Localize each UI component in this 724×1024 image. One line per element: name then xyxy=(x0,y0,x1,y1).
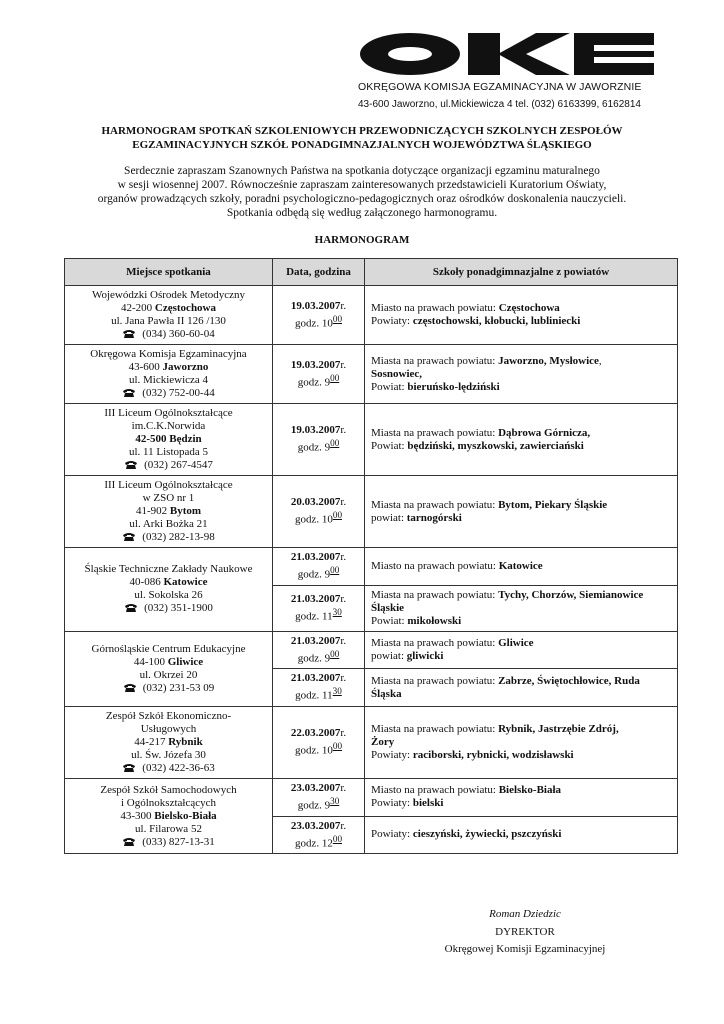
schools-list: Częstochowa xyxy=(498,302,560,314)
time-hour: godz. 10 xyxy=(294,317,333,330)
schools-label: Miasta na prawach powiatu: xyxy=(371,354,499,367)
street-address: ul. 11 Listopada 5 xyxy=(128,446,209,458)
schools-label: Miasto na prawach powiatu: xyxy=(371,302,499,314)
date-cell xyxy=(273,778,365,816)
meeting-time xyxy=(275,833,362,851)
schools-label: Powiaty: xyxy=(371,828,413,841)
schools-list: Bielsko-Biała xyxy=(498,784,562,797)
venue-name: im.C.K.Norwida xyxy=(131,420,206,432)
schools-list: Rybnik, Jastrzębie Zdrój, xyxy=(498,722,619,735)
time-minutes: 30 xyxy=(332,606,342,617)
schools-label: Miasta na prawach powiatu: xyxy=(371,498,499,511)
city-name: Częstochowa xyxy=(154,302,217,314)
date-cell xyxy=(273,585,365,631)
postal-code: 43-600 xyxy=(128,361,163,373)
signature-block xyxy=(420,908,630,955)
time-minutes: 00 xyxy=(332,510,343,521)
date-suffix: r. xyxy=(340,672,347,685)
schools-cell xyxy=(365,548,678,586)
schools-cell xyxy=(365,404,678,476)
phone-icon xyxy=(124,603,138,612)
schools-label: Powiaty: xyxy=(371,748,413,761)
schools-label: Powiat: xyxy=(371,380,408,393)
venue-name: Okręgowa Komisja Egzaminacyjna xyxy=(90,348,247,360)
intro-paragraph xyxy=(50,164,674,220)
title-line: EGZAMINACYJNYCH SZKÓŁ PONADGIMNAZJALNYCH WOJEWÓDZTWA ŚLĄSKIEGO xyxy=(132,139,592,151)
meeting-time xyxy=(275,795,362,813)
phone-number: (032) 422-36-63 xyxy=(142,761,215,774)
schedule-table xyxy=(64,258,678,854)
venue-cell xyxy=(65,476,273,548)
schools-list: raciborski, rybnicki, wodzisławski xyxy=(412,748,574,761)
phone-icon xyxy=(124,460,138,469)
time-minutes: 00 xyxy=(332,741,343,752)
meeting-date: 23.03.2007 xyxy=(290,781,341,794)
time-hour: godz. 9 xyxy=(297,799,331,812)
city-name: Gliwice xyxy=(167,655,204,668)
signatory-organization: Okręgowej Komisji Egzaminacyjnej xyxy=(444,943,606,955)
venue-name: III Liceum Ogólnokształcące xyxy=(104,479,233,491)
schools-punct: , xyxy=(598,354,602,367)
time-minutes: 00 xyxy=(330,438,340,449)
date-cell xyxy=(273,404,365,476)
venue-cell xyxy=(65,404,273,476)
schools-label: Miasta na prawach powiatu: xyxy=(371,636,499,649)
section-heading: HARMONOGRAM xyxy=(314,234,410,246)
street-address: ul. Sokolska 26 xyxy=(134,589,203,602)
phone-line xyxy=(67,682,270,695)
time-minutes: 00 xyxy=(330,372,340,383)
date-suffix: r. xyxy=(340,299,347,312)
venue-city-line xyxy=(67,302,270,315)
table-row xyxy=(65,631,678,669)
date-cell xyxy=(273,631,365,669)
schools-label: Miasta na prawach powiatu: xyxy=(371,674,499,687)
venue-cell xyxy=(65,631,273,706)
street-address: ul. Arki Bożka 21 xyxy=(129,518,208,530)
table-row xyxy=(65,286,678,345)
meeting-date: 20.03.2007 xyxy=(290,496,341,509)
date-cell xyxy=(273,816,365,854)
phone-number: (032) 282-13-98 xyxy=(142,531,215,543)
venue-name: Wojewódzki Ośrodek Metodyczny xyxy=(91,289,246,301)
phone-icon xyxy=(122,329,136,338)
meeting-time xyxy=(275,564,362,582)
table-row xyxy=(65,778,678,816)
phone-number: (032) 752-00-44 xyxy=(142,387,215,399)
time-hour: godz. 10 xyxy=(294,513,333,526)
date-suffix: r. xyxy=(340,592,347,605)
schools-list: bieruńsko-lędziński xyxy=(407,380,500,393)
phone-line xyxy=(67,459,270,472)
time-hour: godz. 9 xyxy=(297,376,331,389)
postal-code: 40-086 xyxy=(129,576,164,589)
table-row xyxy=(65,706,678,778)
oke-logo xyxy=(358,30,654,110)
date-suffix: r. xyxy=(340,424,347,437)
meeting-time xyxy=(275,606,362,624)
phone-number: (033) 827-13-31 xyxy=(142,835,215,848)
schools-list: tarnogórski xyxy=(406,511,462,524)
venue-cell xyxy=(65,778,273,853)
schools-cell xyxy=(365,631,678,669)
venue-cell xyxy=(65,706,273,778)
schools-list: Jaworzno, Mysłowice xyxy=(498,354,599,367)
schools-list: częstochowski, kłobucki, lubliniecki xyxy=(412,315,581,327)
schools-cell xyxy=(365,345,678,404)
city-name: Rybnik xyxy=(168,735,203,748)
table-row xyxy=(65,404,678,476)
meeting-time xyxy=(275,372,362,390)
schools-label: Miasta na prawach powiatu: xyxy=(371,426,499,439)
venue-name: Zespół Szkół Ekonomiczno- xyxy=(105,709,232,722)
time-hour: godz. 11 xyxy=(295,689,333,702)
street-address: ul. Św. Józefa 30 xyxy=(131,748,206,761)
schools-list: Gliwice xyxy=(498,636,534,649)
venue-name: Zespół Szkół Samochodowych xyxy=(100,783,237,796)
schools-label: Miasta na prawach powiatu: xyxy=(371,588,499,601)
table-row xyxy=(65,548,678,586)
city-name: 42-500 Będzin xyxy=(135,433,202,445)
phone-line xyxy=(67,762,270,775)
schools-cell xyxy=(365,286,678,345)
time-minutes: 00 xyxy=(332,833,343,844)
date-suffix: r. xyxy=(340,496,347,509)
street-address: ul. Jana Pawła II 126 /130 xyxy=(111,315,226,327)
schools-list: Śląska xyxy=(371,687,402,700)
venue-city-line xyxy=(67,576,270,589)
date-cell xyxy=(273,476,365,548)
postal-code: 44-217 xyxy=(134,735,169,748)
meeting-date: 19.03.2007 xyxy=(290,358,341,371)
meeting-date: 19.03.2007 xyxy=(290,424,341,437)
street-address: ul. Mickiewicza 4 xyxy=(128,374,209,386)
signatory-name: Roman Dziedzic xyxy=(489,908,561,920)
phone-icon xyxy=(122,532,136,541)
time-hour: godz. 10 xyxy=(294,744,333,757)
venue-city-line xyxy=(67,361,270,374)
phone-number: (032) 231-53 09 xyxy=(142,681,215,694)
street-address: ul. Okrzei 20 xyxy=(139,668,198,681)
org-address: 43-600 Jaworzno, ul.Mickiewicza 4 tel. (032) 6163399, 6162814 xyxy=(358,99,641,110)
phone-icon xyxy=(123,683,137,692)
phone-line xyxy=(67,602,270,615)
phone-icon xyxy=(122,388,136,397)
phone-icon xyxy=(122,837,136,846)
schools-label: Powiat: xyxy=(371,439,408,452)
meeting-date: 21.03.2007 xyxy=(290,551,341,563)
date-cell xyxy=(273,706,365,778)
date-cell xyxy=(273,345,365,404)
city-name: Jaworzno xyxy=(162,361,209,373)
postal-code: 43-300 xyxy=(120,809,155,822)
date-suffix: r. xyxy=(340,551,347,563)
schools-label: Powiat: xyxy=(371,614,408,627)
meeting-date: 23.03.2007 xyxy=(290,819,341,832)
phone-line xyxy=(67,531,270,544)
schools-cell xyxy=(365,669,678,707)
meeting-date: 19.03.2007 xyxy=(290,299,341,312)
venue-name: Górnośląskie Centrum Edukacyjne xyxy=(91,642,246,655)
intro-line: Spotkania odbędą się według załączonego harmonogramu. xyxy=(226,207,498,219)
document-title xyxy=(40,124,684,152)
phone-number: (034) 360-60-04 xyxy=(142,328,215,340)
city-name: Katowice xyxy=(163,576,208,589)
venue-cell xyxy=(65,548,273,632)
column-header-place: Miejsce spotkania xyxy=(65,259,273,286)
schools-list: bielski xyxy=(412,797,444,810)
table-row xyxy=(65,345,678,404)
date-suffix: r. xyxy=(340,781,347,794)
venue-name: i Ogólnokształcących xyxy=(121,796,216,809)
intro-line: Serdecznie zapraszam Szanownych Państwa na spotkania dotyczące organizacji egzaminu maturalnego xyxy=(124,165,600,177)
date-suffix: r. xyxy=(340,727,347,740)
time-hour: godz. 11 xyxy=(295,610,333,623)
city-name: Bielsko-Biała xyxy=(154,809,217,822)
time-hour: godz. 9 xyxy=(297,441,331,454)
venue-city-line xyxy=(67,656,270,669)
venue-city-line xyxy=(67,505,270,518)
schools-cell xyxy=(365,476,678,548)
schools-list: Śląskie xyxy=(371,601,405,614)
org-name: OKRĘGOWA KOMISJA EGZAMINACYJNA W JAWORZNIE xyxy=(358,81,642,93)
date-suffix: r. xyxy=(340,634,347,647)
phone-line xyxy=(67,328,270,341)
time-minutes: 30 xyxy=(332,686,342,697)
title-line: HARMONOGRAM SPOTKAŃ SZKOLENIOWYCH PRZEWODNICZĄCYCH SZKOLNYCH ZESPOŁÓW xyxy=(101,125,623,137)
phone-icon xyxy=(122,763,136,772)
meeting-time xyxy=(275,685,362,703)
schools-label: powiat: xyxy=(371,511,407,524)
schools-cell xyxy=(365,778,678,816)
street-address: ul. Filarowa 52 xyxy=(135,822,202,835)
meeting-time xyxy=(275,648,362,666)
venue-name: Usługowych xyxy=(140,722,197,735)
time-minutes: 00 xyxy=(330,565,340,575)
schools-label: Miasto na prawach powiatu: xyxy=(371,559,499,572)
schools-list: Zabrze, Świętochłowice, Ruda xyxy=(498,674,640,687)
date-suffix: r. xyxy=(340,819,347,832)
schools-list: Sosnowiec, xyxy=(371,367,423,380)
date-cell xyxy=(273,669,365,707)
column-header-date: Data, godzina xyxy=(273,259,365,286)
venue-name: Śląskie Techniczne Zakłady Naukowe xyxy=(84,563,253,576)
phone-line xyxy=(67,836,270,849)
meeting-time xyxy=(275,740,362,758)
table-row xyxy=(65,476,678,548)
schools-cell xyxy=(365,706,678,778)
meeting-time xyxy=(275,437,362,455)
date-suffix: r. xyxy=(340,358,347,371)
time-hour: godz. 9 xyxy=(297,652,331,665)
schools-cell xyxy=(365,816,678,854)
city-name: Bytom xyxy=(169,505,202,517)
schools-list: mikołowski xyxy=(407,614,462,627)
schools-label: powiat: xyxy=(371,649,407,662)
meeting-date: 21.03.2007 xyxy=(290,672,341,685)
time-minutes: 00 xyxy=(332,313,343,324)
signatory-role: DYREKTOR xyxy=(495,926,555,938)
venue-name: III Liceum Ogólnokształcące xyxy=(104,407,233,419)
schools-list: Dąbrowa Górnicza, xyxy=(498,426,591,439)
table-header-row xyxy=(65,259,678,286)
intro-line: organów prowadzących szkoły, poradni psychologiczno-pedagogicznych oraz ośrodków doskonalenia nauczycieli. xyxy=(97,193,627,205)
venue-cell xyxy=(65,345,273,404)
schools-label: Powiaty: xyxy=(371,315,413,327)
schools-list: Bytom, Piekary Śląskie xyxy=(498,498,608,511)
date-cell xyxy=(273,548,365,586)
oke-logo-mark xyxy=(358,30,654,78)
meeting-date: 21.03.2007 xyxy=(290,592,341,605)
time-minutes: 00 xyxy=(330,648,340,659)
intro-line: w sesji wiosennej 2007. Równocześnie zapraszam zainteresowanych przedstawicieli Kuratorium Oświaty, xyxy=(117,179,607,191)
phone-number: (032) 267-4547 xyxy=(144,459,213,471)
schools-list: cieszyński, żywiecki, pszczyński xyxy=(412,828,562,841)
time-minutes: 30 xyxy=(330,795,340,806)
schools-label: Miasta na prawach powiatu: xyxy=(371,722,499,735)
phone-number: (032) 351-1900 xyxy=(144,602,213,615)
schools-list: Tychy, Chorzów, Siemianowice xyxy=(498,588,644,601)
schools-list: gliwicki xyxy=(406,649,444,662)
schools-list: będziński, myszkowski, zawierciański xyxy=(407,439,584,452)
postal-code: 42-200 xyxy=(120,302,155,314)
venue-name: w ZSO nr 1 xyxy=(142,492,195,504)
schools-list: Żory xyxy=(371,735,395,748)
schools-cell xyxy=(365,585,678,631)
meeting-date: 21.03.2007 xyxy=(290,634,341,647)
time-hour: godz. 12 xyxy=(294,837,333,850)
schools-label: Powiaty: xyxy=(371,797,413,810)
postal-code: 44-100 xyxy=(133,655,168,668)
time-hour: godz. 9 xyxy=(297,568,331,581)
phone-line xyxy=(67,387,270,400)
venue-city-line xyxy=(67,810,270,823)
schools-label: Miasto na prawach powiatu: xyxy=(371,784,499,797)
meeting-time xyxy=(275,313,362,331)
venue-city-line xyxy=(67,736,270,749)
schools-list: Katowice xyxy=(498,559,543,572)
column-header-schools: Szkoły ponadgimnazjalne z powiatów xyxy=(365,259,678,286)
meeting-time xyxy=(275,509,362,527)
venue-cell xyxy=(65,286,273,345)
meeting-date: 22.03.2007 xyxy=(290,727,341,740)
date-cell xyxy=(273,286,365,345)
postal-code: 41-902 xyxy=(135,505,170,517)
